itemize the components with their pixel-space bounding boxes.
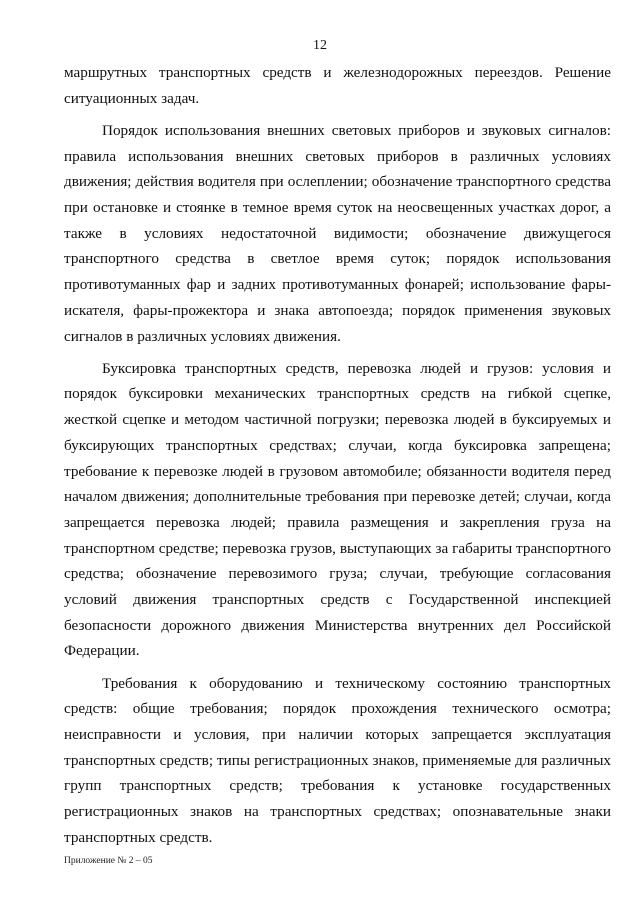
document-body: [64, 60, 611, 851]
paragraph-vehicle-requirements: Требования к оборудованию и техническому состоянию транспортных средств: общие требования; порядок прохождения технического осмотра; неисправности и условия, при наличии которых запрещается эксплуатация транспортных средств; типы регистрационных знаков, применяемые для различных групп транспортных средств; требования к установке государственных регистрационных знаков на транспортных средствах; опознавательные знаки транспортных средств.: [64, 674, 611, 846]
paragraph-towing-transport: Буксировка транспортных средств, перевозка людей и грузов: условия и порядок буксировки механических транспортных средств на гибкой сцепке, жесткой сцепке и методом частичной погрузки; перевозка людей в буксируемых и буксирующих транспортных средствах; случаи, когда буксировка запрещена; требование к перевозке людей в грузовом автомобиле; обязанности водителя перед началом движения; дополнительные требования при перевозке детей; случаи, когда запрещается перевозка людей; правила размещения и закрепления груза на транспортном средстве; перевозка грузов, выступающих за габариты транспортного средства; обозначение перевозимого груза; случаи, требующие согласования условий движения транспортных средств с Государственной инспекцией безопасности дорожного движения Министерства внутренних дел Российской Федерации.: [64, 359, 611, 660]
paragraph-lighting-signals: Порядок использования внешних световых приборов и звуковых сигналов: правила использования внешних световых приборов в различных условиях движения; действия водителя при ослеплении; обозначение транспортного средства при остановке и стоянке в темное время суток на неосвещенных участках дорог, а также в условиях недостаточной видимости; обозначение движущегося транспортного средства в светлое время суток; порядок использования противотуманных фар и задних противотуманных фонарей; использование фары-искателя, фары-прожектора и знака автопоезда; порядок применения звуковых сигналов в различных условиях движения.: [64, 121, 611, 345]
page-number: 12: [313, 38, 327, 53]
footer-note: Приложение № 2 – 05: [64, 856, 153, 866]
paragraph-continuation: маршрутных транспортных средств и железнодорожных переездов. Решение ситуационных задач.: [64, 64, 611, 107]
